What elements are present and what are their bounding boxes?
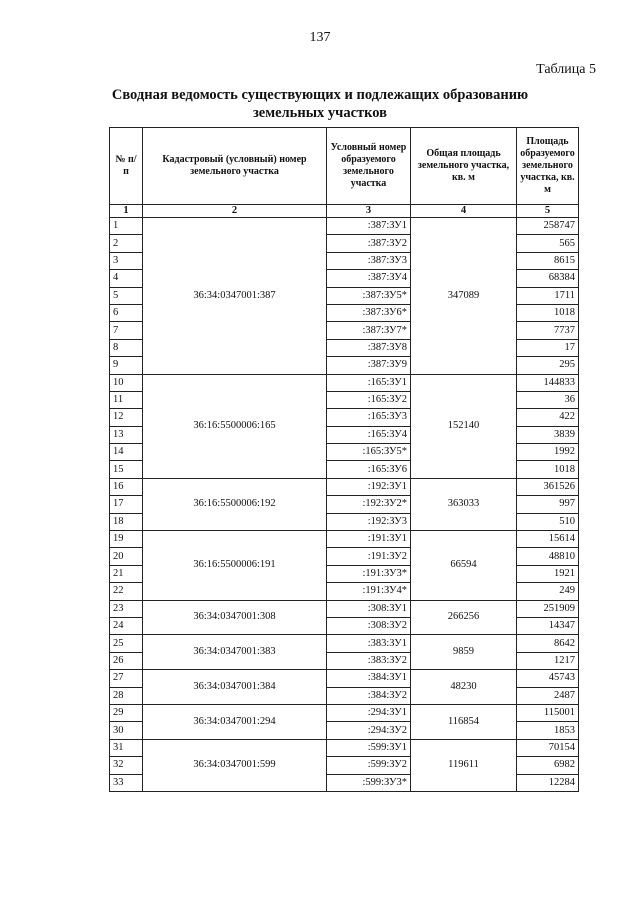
plot-area-cell: 249	[517, 583, 579, 600]
conditional-number-cell: :165:ЗУ3	[327, 409, 411, 426]
total-area-cell: 119611	[411, 739, 517, 791]
table-body	[110, 218, 579, 792]
table-row	[110, 531, 579, 548]
row-number-cell: 33	[110, 774, 143, 791]
total-area-cell: 116854	[411, 704, 517, 739]
plot-area-cell: 997	[517, 496, 579, 513]
header-cadastral: Кадастровый (условный) номер земельного участка	[143, 128, 327, 205]
total-area-cell: 9859	[411, 635, 517, 670]
conditional-number-cell: :294:ЗУ2	[327, 722, 411, 739]
row-number-cell: 13	[110, 426, 143, 443]
table-row	[110, 218, 579, 235]
conditional-number-cell: :387:ЗУ4	[327, 270, 411, 287]
row-number-cell: 18	[110, 513, 143, 530]
plot-area-cell: 12284	[517, 774, 579, 791]
row-number-cell: 28	[110, 687, 143, 704]
table-row	[110, 600, 579, 617]
row-number-cell: 7	[110, 322, 143, 339]
plot-area-cell: 510	[517, 513, 579, 530]
cadastral-number-cell: 36:34:0347001:599	[143, 739, 327, 791]
conditional-number-cell: :599:ЗУ2	[327, 757, 411, 774]
conditional-number-cell: :599:ЗУ1	[327, 739, 411, 756]
total-area-cell: 266256	[411, 600, 517, 635]
plot-area-cell: 48810	[517, 548, 579, 565]
row-number-cell: 20	[110, 548, 143, 565]
row-number-cell: 5	[110, 287, 143, 304]
plot-area-cell: 1217	[517, 652, 579, 669]
row-number-cell: 4	[110, 270, 143, 287]
conditional-number-cell: :387:ЗУ1	[327, 218, 411, 235]
column-number: 5	[517, 205, 579, 218]
row-number-cell: 21	[110, 565, 143, 582]
conditional-number-cell: :165:ЗУ5*	[327, 444, 411, 461]
total-area-cell: 152140	[411, 374, 517, 478]
conditional-number-cell: :387:ЗУ8	[327, 339, 411, 356]
row-number-cell: 24	[110, 617, 143, 634]
row-number-cell: 19	[110, 531, 143, 548]
total-area-cell: 48230	[411, 670, 517, 705]
conditional-number-cell: :384:ЗУ2	[327, 687, 411, 704]
land-plots-table	[109, 127, 579, 792]
conditional-number-cell: :165:ЗУ2	[327, 391, 411, 408]
plot-area-cell: 565	[517, 235, 579, 252]
column-number: 4	[411, 205, 517, 218]
conditional-number-cell: :387:ЗУ9	[327, 357, 411, 374]
plot-area-cell: 1711	[517, 287, 579, 304]
conditional-number-cell: :165:ЗУ1	[327, 374, 411, 391]
document-title: Сводная ведомость существующих и подлежащих образованию земельных участков	[111, 87, 529, 121]
conditional-number-cell: :387:ЗУ2	[327, 235, 411, 252]
plot-area-cell: 68384	[517, 270, 579, 287]
row-number-cell: 27	[110, 670, 143, 687]
row-number-cell: 16	[110, 478, 143, 495]
header-total-area: Общая площадь земельного участка, кв. м	[411, 128, 517, 205]
total-area-cell: 347089	[411, 218, 517, 375]
plot-area-cell: 251909	[517, 600, 579, 617]
row-number-cell: 9	[110, 357, 143, 374]
conditional-number-cell: :192:ЗУ1	[327, 478, 411, 495]
conditional-number-cell: :294:ЗУ1	[327, 704, 411, 721]
row-number-cell: 8	[110, 339, 143, 356]
plot-area-cell: 15614	[517, 531, 579, 548]
conditional-number-cell: :387:ЗУ7*	[327, 322, 411, 339]
table-row	[110, 670, 579, 687]
conditional-number-cell: :387:ЗУ3	[327, 252, 411, 269]
conditional-number-cell: :308:ЗУ1	[327, 600, 411, 617]
row-number-cell: 14	[110, 444, 143, 461]
header-new-area: Площадь образуемого земельного участка, кв. м	[517, 128, 579, 205]
conditional-number-cell: :192:ЗУ2*	[327, 496, 411, 513]
table-row	[110, 704, 579, 721]
row-number-cell: 31	[110, 739, 143, 756]
plot-area-cell: 1921	[517, 565, 579, 582]
plot-area-cell: 1018	[517, 304, 579, 321]
row-number-cell: 23	[110, 600, 143, 617]
row-number-cell: 15	[110, 461, 143, 478]
conditional-number-cell: :191:ЗУ4*	[327, 583, 411, 600]
column-number: 3	[327, 205, 411, 218]
cadastral-number-cell: 36:16:5500006:165	[143, 374, 327, 478]
plot-area-cell: 144833	[517, 374, 579, 391]
header-row	[110, 128, 579, 205]
table-label: Таблица 5	[536, 62, 596, 77]
conditional-number-cell: :192:ЗУ3	[327, 513, 411, 530]
plot-area-cell: 295	[517, 357, 579, 374]
total-area-cell: 66594	[411, 531, 517, 601]
header-num: № п/п	[110, 128, 143, 205]
cadastral-number-cell: 36:34:0347001:294	[143, 704, 327, 739]
cadastral-number-cell: 36:34:0347001:308	[143, 600, 327, 635]
plot-area-cell: 2487	[517, 687, 579, 704]
conditional-number-cell: :384:ЗУ1	[327, 670, 411, 687]
column-number-row	[110, 205, 579, 218]
plot-area-cell: 36	[517, 391, 579, 408]
row-number-cell: 3	[110, 252, 143, 269]
row-number-cell: 29	[110, 704, 143, 721]
plot-area-cell: 1992	[517, 444, 579, 461]
table-row	[110, 739, 579, 756]
plot-area-cell: 422	[517, 409, 579, 426]
row-number-cell: 6	[110, 304, 143, 321]
table-row	[110, 478, 579, 495]
row-number-cell: 11	[110, 391, 143, 408]
plot-area-cell: 1853	[517, 722, 579, 739]
row-number-cell: 12	[110, 409, 143, 426]
conditional-number-cell: :308:ЗУ2	[327, 617, 411, 634]
page-number: 137	[309, 30, 331, 45]
table-row	[110, 374, 579, 391]
cadastral-number-cell: 36:34:0347001:383	[143, 635, 327, 670]
plot-area-cell: 8642	[517, 635, 579, 652]
row-number-cell: 25	[110, 635, 143, 652]
conditional-number-cell: :165:ЗУ4	[327, 426, 411, 443]
conditional-number-cell: :387:ЗУ6*	[327, 304, 411, 321]
plot-area-cell: 14347	[517, 617, 579, 634]
plot-area-cell: 8615	[517, 252, 579, 269]
row-number-cell: 17	[110, 496, 143, 513]
row-number-cell: 22	[110, 583, 143, 600]
plot-area-cell: 17	[517, 339, 579, 356]
cadastral-number-cell: 36:16:5500006:191	[143, 531, 327, 601]
column-number: 2	[143, 205, 327, 218]
plot-area-cell: 45743	[517, 670, 579, 687]
conditional-number-cell: :383:ЗУ1	[327, 635, 411, 652]
row-number-cell: 32	[110, 757, 143, 774]
conditional-number-cell: :599:ЗУ3*	[327, 774, 411, 791]
column-number: 1	[110, 205, 143, 218]
row-number-cell: 30	[110, 722, 143, 739]
row-number-cell: 1	[110, 218, 143, 235]
plot-area-cell: 3839	[517, 426, 579, 443]
conditional-number-cell: :191:ЗУ2	[327, 548, 411, 565]
cadastral-number-cell: 36:16:5500006:192	[143, 478, 327, 530]
plot-area-cell: 7737	[517, 322, 579, 339]
plot-area-cell: 258747	[517, 218, 579, 235]
conditional-number-cell: :165:ЗУ6	[327, 461, 411, 478]
row-number-cell: 2	[110, 235, 143, 252]
conditional-number-cell: :191:ЗУ1	[327, 531, 411, 548]
plot-area-cell: 70154	[517, 739, 579, 756]
plot-area-cell: 6982	[517, 757, 579, 774]
cadastral-number-cell: 36:34:0347001:384	[143, 670, 327, 705]
total-area-cell: 363033	[411, 478, 517, 530]
plot-area-cell: 1018	[517, 461, 579, 478]
table-row	[110, 635, 579, 652]
cadastral-number-cell: 36:34:0347001:387	[143, 218, 327, 375]
plot-area-cell: 115001	[517, 704, 579, 721]
conditional-number-cell: :383:ЗУ2	[327, 652, 411, 669]
plot-area-cell: 361526	[517, 478, 579, 495]
conditional-number-cell: :387:ЗУ5*	[327, 287, 411, 304]
row-number-cell: 10	[110, 374, 143, 391]
header-conditional: Условный номер образуемого земельного участка	[327, 128, 411, 205]
conditional-number-cell: :191:ЗУ3*	[327, 565, 411, 582]
row-number-cell: 26	[110, 652, 143, 669]
